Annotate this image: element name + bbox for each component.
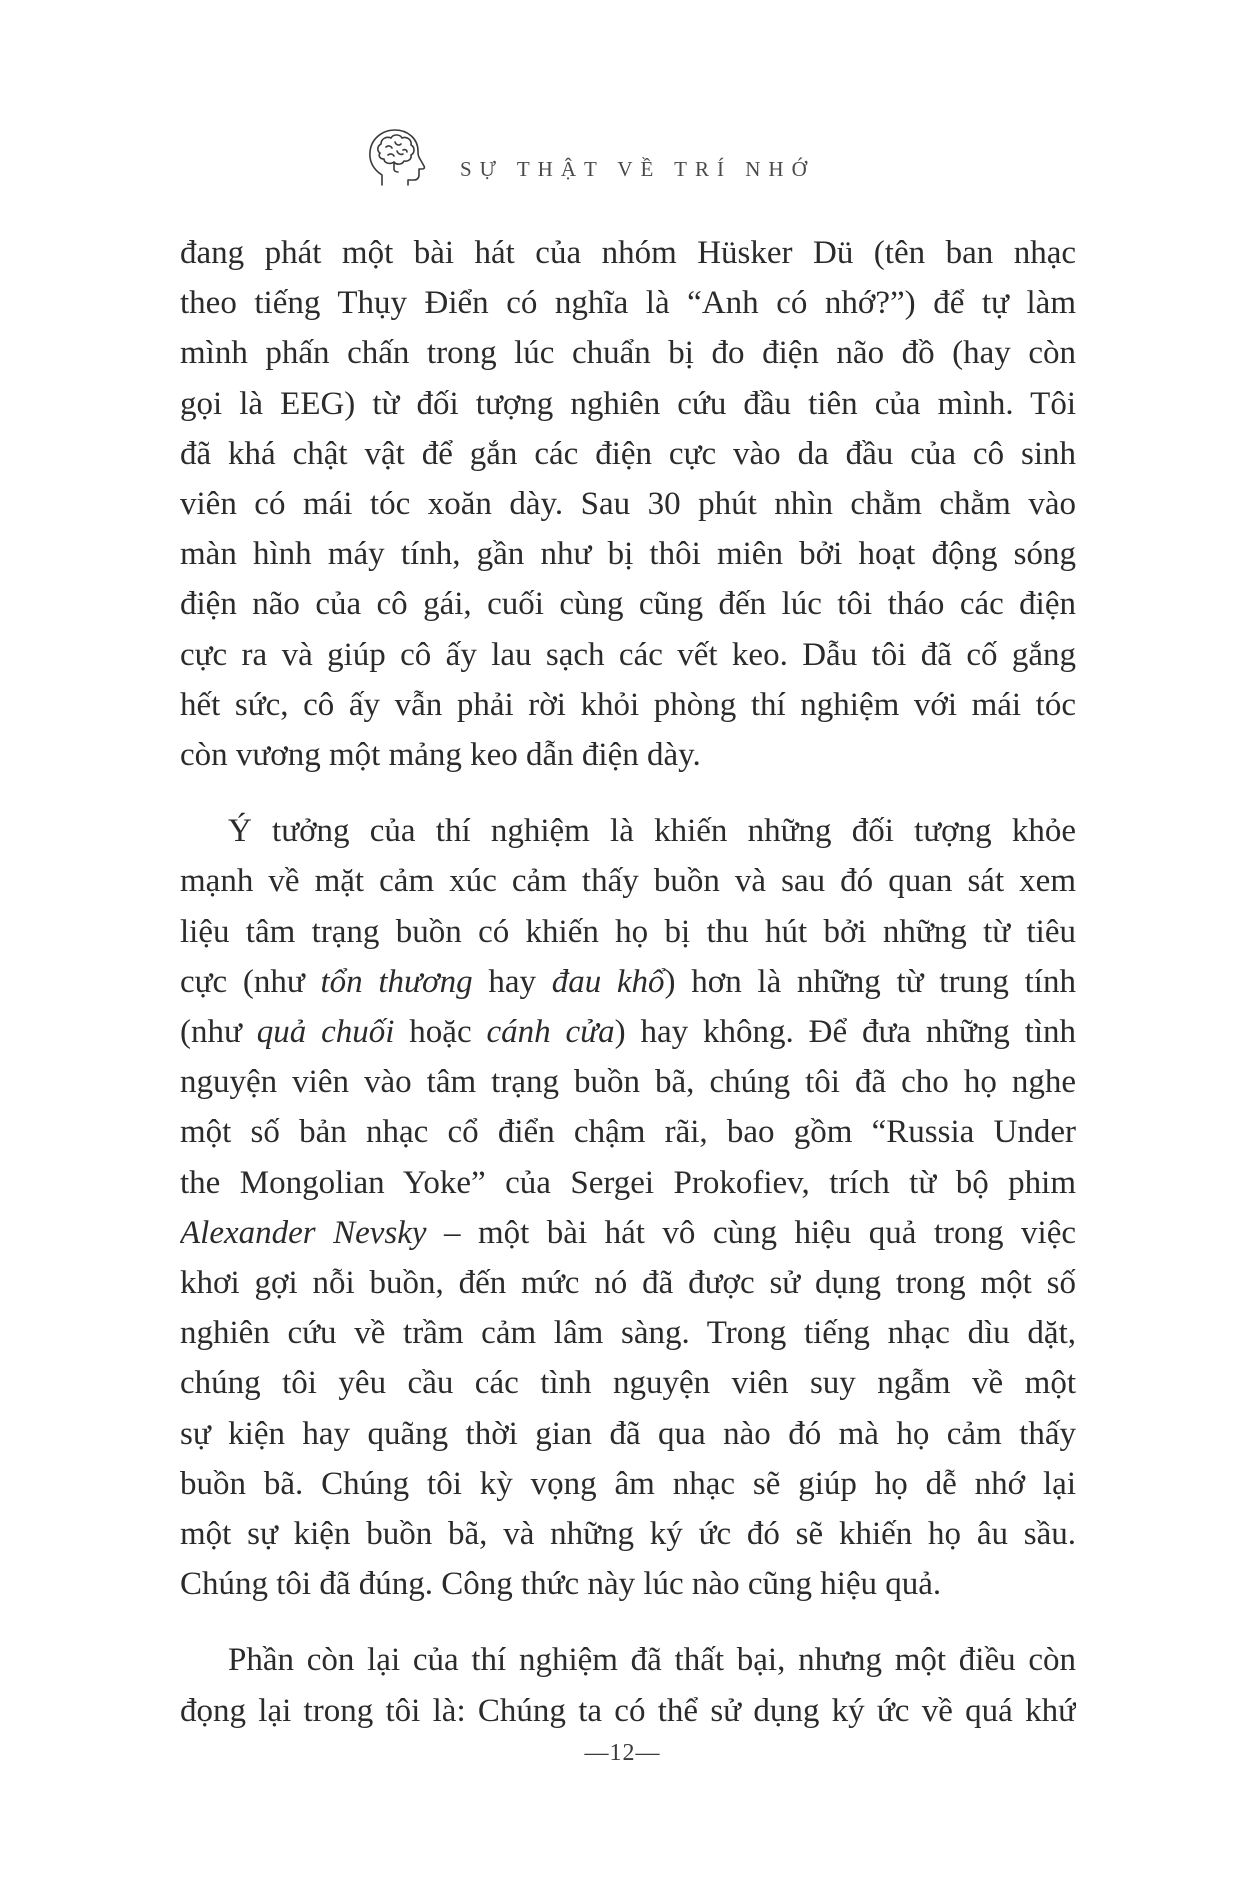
text-run: còn vương một mảng keo dẫn điện dày. xyxy=(180,737,701,774)
text-run: điện não của cô gái, cuối cùng cũng đến lúc tôi tháo các điện xyxy=(180,586,1076,623)
text-run: một số bản nhạc cổ điển chậm rãi, bao gồm “Russia Under xyxy=(180,1114,1076,1151)
text-run: đọng lại trong tôi là: Chúng ta có thể sử dụng ký ức về quá khứ xyxy=(180,1692,1076,1729)
text-run: – một bài hát vô cùng hiệu quả trong việc xyxy=(426,1214,1076,1251)
text-run: Chúng tôi đã đúng. Công thức này lúc nào cũng hiệu quả. xyxy=(180,1566,942,1603)
text-run: (như xyxy=(180,1014,257,1051)
text-line xyxy=(180,856,1076,906)
text-run: the Mongolian Yoke” của Sergei Prokofiev, trích từ bộ phim xyxy=(180,1164,1076,1201)
text-line xyxy=(180,1007,1076,1057)
text-run: ) hay không. Để đưa những tình xyxy=(614,1014,1076,1051)
paragraph-1 xyxy=(180,228,1076,780)
text-line xyxy=(180,228,1076,278)
brain-head-icon xyxy=(360,123,430,193)
text-line xyxy=(180,1686,1076,1736)
text-run: đang phát một bài hát của nhóm Hüsker Dü (tên ban nhạc xyxy=(180,235,1076,271)
text-run: chúng tôi yêu cầu các tình nguyện viên suy ngẫm về một xyxy=(180,1365,1076,1402)
text-run: khơi gợi nỗi buồn, đến mức nó đã được sử dụng trong một số xyxy=(180,1265,1076,1302)
text-line xyxy=(180,630,1076,680)
text-line xyxy=(180,1509,1076,1559)
running-head xyxy=(360,118,815,198)
text-run: cực ra và giúp cô ấy lau sạch các vết keo. Dẫu tôi đã cố gắng xyxy=(180,636,1076,673)
paragraph-3 xyxy=(180,1635,1076,1735)
text-run: Phần còn lại của thí nghiệm đã thất bại, nhưng một điều còn xyxy=(228,1642,1076,1679)
text-line xyxy=(180,1258,1076,1308)
text-run: nguyện viên vào tâm trạng buồn bã, chúng tôi đã cho họ nghe xyxy=(180,1064,1076,1101)
text-line xyxy=(180,680,1076,730)
italic-title: Alexander Nevsky xyxy=(180,1214,427,1251)
text-line xyxy=(180,479,1076,529)
text-line xyxy=(180,957,1076,1007)
text-line xyxy=(180,1358,1076,1408)
text-line xyxy=(180,730,1076,780)
page-number: —12— xyxy=(584,1740,661,1766)
text-run: cực (như xyxy=(180,963,321,1000)
text-line xyxy=(180,328,1076,378)
text-run: hết sức, cô ấy vẫn phải rời khỏi phòng thí nghiệm với mái tóc xyxy=(180,686,1076,723)
text-run: gọi là EEG) từ đối tượng nghiên cứu đầu tiên của mình. Tôi xyxy=(180,385,1076,422)
text-line xyxy=(180,529,1076,579)
text-run: Ý tưởng của thí nghiệm là khiến những đối tượng khỏe xyxy=(228,813,1076,850)
text-run: buồn bã. Chúng tôi kỳ vọng âm nhạc sẽ giúp họ dễ nhớ lại xyxy=(180,1465,1076,1502)
text-run: viên có mái tóc xoăn dày. Sau 30 phút nhìn chằm chằm vào xyxy=(180,486,1076,523)
paragraph-2 xyxy=(180,806,1076,1609)
italic-term: đau khổ xyxy=(551,963,665,1000)
text-line xyxy=(180,1308,1076,1358)
text-line xyxy=(180,1459,1076,1509)
italic-term: tổn thương xyxy=(320,963,473,1000)
text-run: đã khá chật vật để gắn các điện cực vào da đầu của cô sinh xyxy=(180,435,1076,472)
text-run: sự kiện hay quãng thời gian đã qua nào đó mà họ cảm thấy xyxy=(180,1415,1076,1452)
text-line xyxy=(180,379,1076,429)
text-run: ) hơn là những từ trung tính xyxy=(664,963,1076,1000)
text-run: mạnh về mặt cảm xúc cảm thấy buồn và sau đó quan sát xem xyxy=(180,863,1076,900)
running-head-title: SỰ THẬT VỀ TRÍ NHỚ xyxy=(460,156,815,181)
text-line xyxy=(180,1559,1076,1609)
text-run: hoặc xyxy=(394,1014,487,1051)
text-line xyxy=(180,1409,1076,1459)
body-text xyxy=(180,228,1076,1736)
text-run: hay xyxy=(472,963,552,1000)
text-line xyxy=(180,579,1076,629)
text-run: mình phấn chấn trong lúc chuẩn bị đo điện não đồ (hay còn xyxy=(180,335,1076,372)
text-line xyxy=(180,278,1076,328)
text-run: theo tiếng Thụy Điển có nghĩa là “Anh có nhớ?”) để tự làm xyxy=(180,285,1076,322)
text-line xyxy=(180,1107,1076,1157)
text-run: một sự kiện buồn bã, và những ký ức đó sẽ khiến họ âu sầu. xyxy=(180,1516,1076,1553)
text-line xyxy=(180,1208,1076,1258)
text-line xyxy=(180,429,1076,479)
italic-term: quả chuối xyxy=(256,1014,395,1051)
text-line xyxy=(180,1057,1076,1107)
text-line xyxy=(180,907,1076,957)
text-run: liệu tâm trạng buồn có khiến họ bị thu hút bởi những từ tiêu xyxy=(180,913,1076,950)
text-line xyxy=(180,806,1076,856)
text-run: màn hình máy tính, gần như bị thôi miên bởi hoạt động sóng xyxy=(180,536,1076,573)
text-line xyxy=(180,1158,1076,1208)
italic-term: cánh cửa xyxy=(486,1014,615,1051)
text-run: nghiên cứu về trầm cảm lâm sàng. Trong tiếng nhạc dìu dặt, xyxy=(180,1315,1076,1352)
text-line xyxy=(180,1635,1076,1685)
